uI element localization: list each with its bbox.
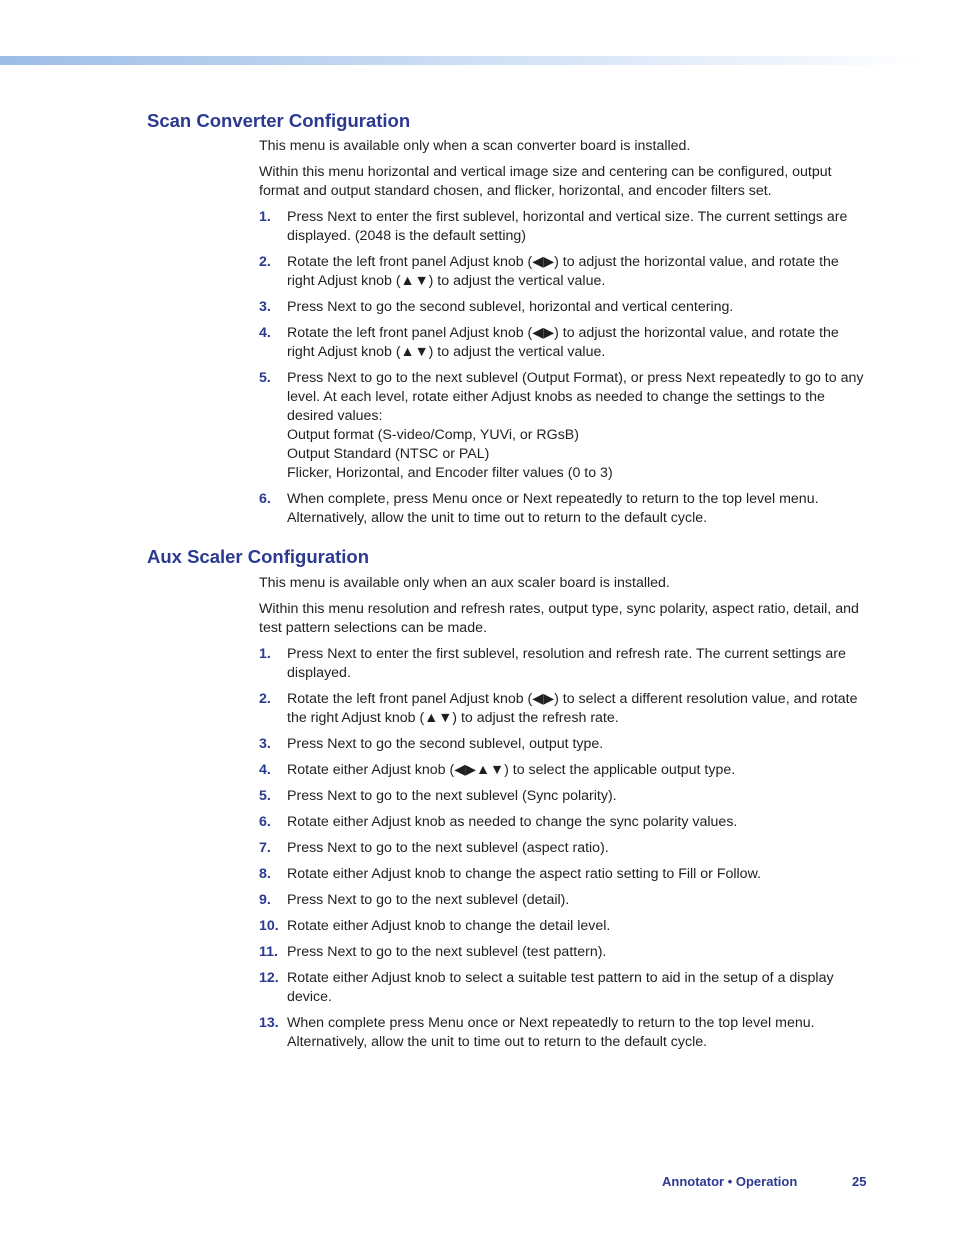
paragraph: This menu is available only when an aux scaler board is installed. [259,575,670,591]
step-text: Rotate either Adjust knob (◀▶▲▼) to select the applicable output type. [287,762,736,778]
list-item [259,839,867,858]
list-item [259,735,867,754]
step-text: Rotate either Adjust knob as needed to change the sync polarity values. [287,814,738,830]
step-text: Press Next to go to the next sublevel (Sync polarity). [287,788,617,804]
list-item [259,787,867,806]
step-text: Rotate either Adjust knob to change the aspect ratio setting to Fill or Follow. [287,866,761,882]
list-item [259,943,867,962]
section-body [259,137,867,535]
step-number: 3. [259,736,271,752]
list-item [259,690,867,728]
list-item [259,490,867,528]
header-band [0,56,924,65]
step-text: Press Next to go to the next sublevel (aspect ratio). [287,840,609,856]
step-number: 6. [259,491,271,507]
step-list [259,208,867,528]
step-number: 5. [259,370,271,386]
list-item [259,865,867,884]
sub-item: Flicker, Horizontal, and Encoder filter values (0 to 3) [287,465,613,481]
step-number: 3. [259,299,271,315]
step-text: Press Next to go to the next sublevel (test pattern). [287,944,607,960]
step-text: Rotate the left front panel Adjust knob (◀▶) to select a different resolution value, and rotate the right Adjust knob (▲▼) to adjust the refresh rate. [287,691,858,726]
sub-item: Output Standard (NTSC or PAL) [287,446,490,462]
step-text: Press Next to go to the next sublevel (Output Format), or press Next repeatedly to go to any level. At each level, rotate either Adjust knobs as needed to change the settings to the desired values: [287,370,864,424]
step-number: 1. [259,646,271,662]
step-number: 2. [259,254,271,270]
step-number: 5. [259,788,271,804]
step-text: Rotate either Adjust knob to select a suitable test pattern to aid in the setup of a display device. [287,970,834,1005]
step-number: 9. [259,892,271,908]
section-title: Aux Scaler Configuration [147,546,370,567]
step-number: 1. [259,209,271,225]
list-item [259,324,867,362]
step-number: 12. [259,970,279,986]
list-item [259,208,867,246]
step-text: Press Next to enter the first sublevel, resolution and refresh rate. The current settings are displayed. [287,646,846,681]
step-text: Press Next to enter the first sublevel, horizontal and vertical size. The current settings are displayed. (2048 is the default setting) [287,209,848,244]
step-text-block [287,369,867,483]
list-item [259,645,867,683]
list-item [259,813,867,832]
page-number: 25 [852,1174,867,1189]
step-number: 13. [259,1015,279,1031]
step-list [259,645,867,1052]
list-item [259,917,867,936]
step-number: 2. [259,691,271,707]
paragraph: This menu is available only when a scan converter board is installed. [259,138,691,154]
step-number: 8. [259,866,271,882]
list-item [259,761,867,780]
step-text: Press Next to go the second sublevel, horizontal and vertical centering. [287,299,734,315]
step-text: When complete press Menu once or Next repeatedly to return to the top level menu. Alternatively, allow the unit to time out to return to the default cycle. [287,1015,815,1050]
step-text: Rotate the left front panel Adjust knob (◀▶) to adjust the horizontal value, and rotate the right Adjust knob (▲▼) to adjust the vertical value. [287,325,839,360]
list-item [259,1014,867,1052]
step-text: Rotate the left front panel Adjust knob (◀▶) to adjust the horizontal value, and rotate the right Adjust knob (▲▼) to adjust the vertical value. [287,254,839,289]
step-number: 11. [259,944,278,960]
paragraph: Within this menu resolution and refresh rates, output type, sync polarity, aspect ratio, detail, and test pattern selections can be made. [259,601,859,636]
step-text: Press Next to go to the next sublevel (detail). [287,892,570,908]
list-item [259,253,867,291]
list-item [259,891,867,910]
step-text: Press Next to go the second sublevel, output type. [287,736,604,752]
section-body [259,574,867,1059]
sub-item: Output format (S-video/Comp, YUVi, or RGsB) [287,427,579,443]
section-title: Scan Converter Configuration [147,110,411,131]
step-text: Rotate either Adjust knob to change the detail level. [287,918,611,934]
step-text: When complete, press Menu once or Next repeatedly to return to the top level menu. Alternatively, allow the unit to time out to return to the default cycle. [287,491,819,526]
list-item [259,298,867,317]
step-number: 4. [259,325,271,341]
step-number: 7. [259,840,271,856]
paragraph: Within this menu horizontal and vertical image size and centering can be configured, output format and output standard chosen, and flicker, horizontal, and encoder filters set. [259,164,832,199]
step-number: 10. [259,918,279,934]
step-number: 6. [259,814,271,830]
list-item [259,369,867,483]
list-item [259,969,867,1007]
footer-title: Annotator • Operation [662,1174,798,1189]
step-number: 4. [259,762,271,778]
